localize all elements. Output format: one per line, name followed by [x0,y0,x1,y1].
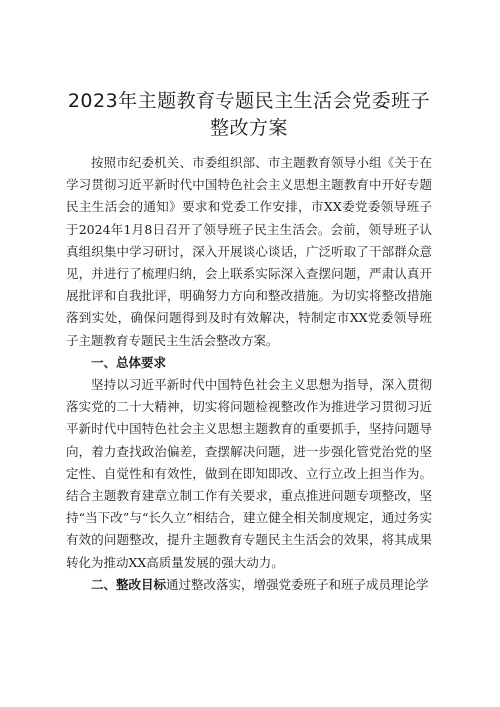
section-2-paragraph [66,574,432,596]
intro-paragraph: 按照市纪委机关、市委组织部、市主题教育领导小组《关于在学习贯彻习近平新时代中国特色社会主义思想主题教育中开好专题民主生活会的通知》要求和党委工作安排，市XX委党委领导班子于2024年1月8日召开了领导班子民主生活会。会前，领导班子认真组织集中学习研讨，深入开展谈心谈话，广泛听取了干部群众意见，并进行了梳理归纳，会上联系实际深入查摆问题，严肃认真开展批评和自我批评，明确努力方向和整改措施。为切实将整改措施落到实处，确保问题得到及时有效解决，特制定市XX党委领导班子主题教育专题民主生活会整改方案。 [66,155,432,348]
section-1-heading [66,352,432,374]
title-line-2: 整改方案 [209,117,288,139]
section-1-paragraph: 坚持以习近平新时代中国特色社会主义思想为指导，深入贯彻落实党的二十大精神，切实将问题检视整改作为推进学习贯彻习近平新时代中国特色社会主义思想主题教育的重要抓手，坚持问题导向，着力查找政治偏差，查摆解决问题，进一步强化管党治党的坚定性、自觉性和有效性，做到在即知即改、立行立改上担当作为。结合主题教育建章立制工作有关要求，重点推进问题专项整改，坚持“当下改”与“长久立”相结合，建立健全相关制度规定，通过务实有效的问题整改，提升主题教育专题民主生活会的效果，将其成果转化为推动XX高质量发展的强大动力。 [66,377,432,570]
title-line-1: 2023年主题教育专题民主生活会党委班子 [67,90,431,112]
document-title [66,88,432,142]
section-2-heading-label: 二、整改目标 [91,576,167,592]
document-body [66,152,432,596]
section-1-heading-label: 一、总体要求 [91,354,167,370]
section-2-body: 通过整改落实，增强党委班子和班子成员理论学 [166,576,429,592]
